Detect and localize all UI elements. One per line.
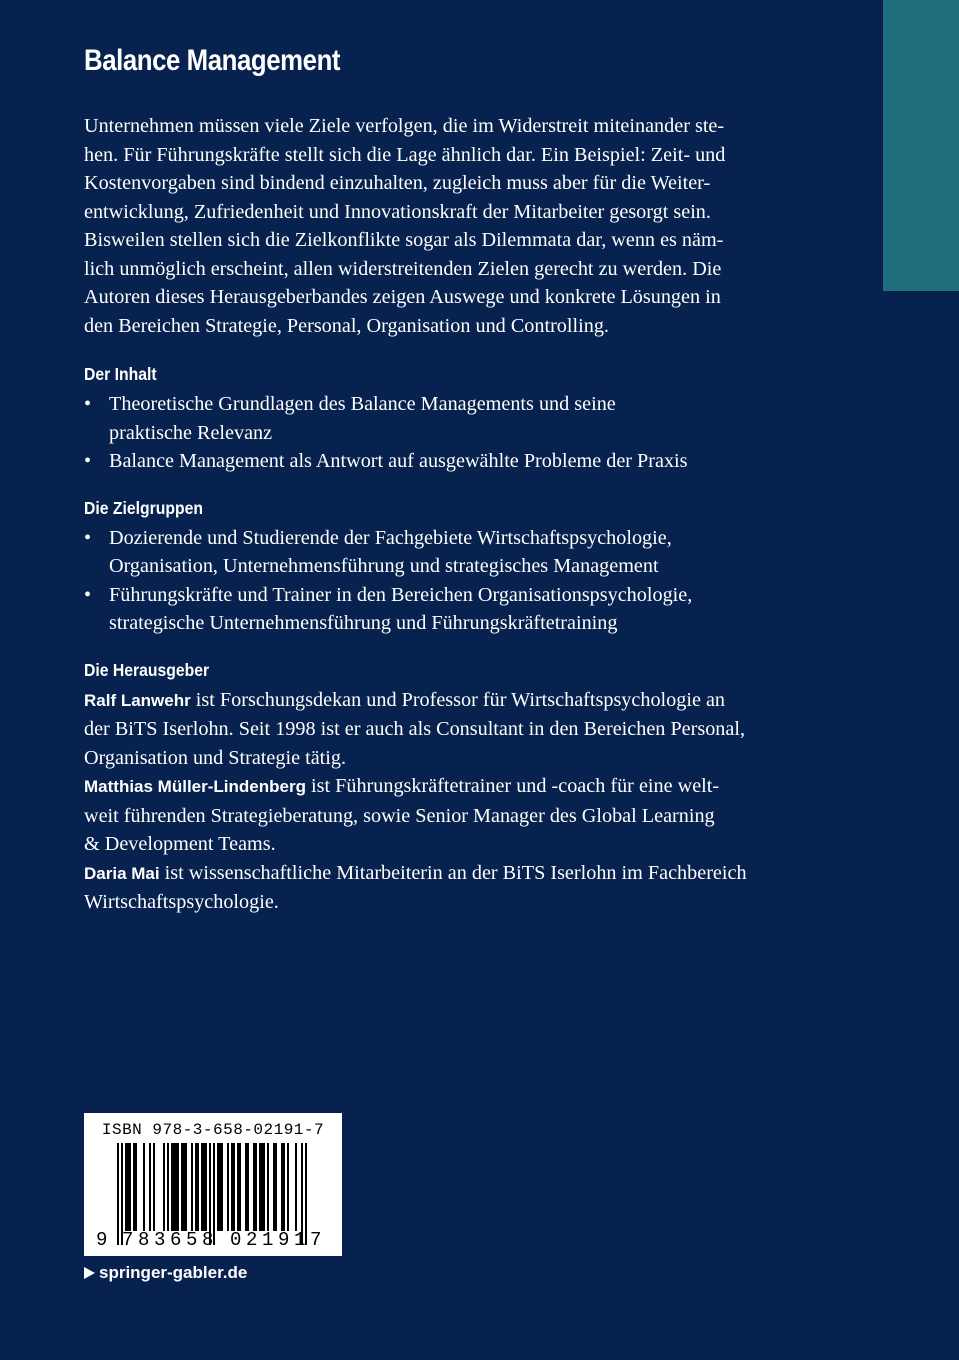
barcode-bar: [175, 1143, 177, 1231]
barcode-bar: [129, 1143, 131, 1231]
intro-line: lich unmöglich erscheint, allen widerstreitenden Zielen gerecht zu werden. Die: [84, 257, 722, 280]
barcode-bar: [201, 1143, 203, 1231]
barcode-bar: [237, 1143, 239, 1231]
barcode-bar: [219, 1143, 221, 1231]
editor-bio-line: der BiTS Iserlohn. Seit 1998 ist er auch als Consultant in den Bereichen Personal,: [84, 718, 746, 740]
zielgruppen-list: [84, 524, 804, 638]
ean-digit: 9: [96, 1229, 108, 1251]
editor-bio: [84, 772, 804, 859]
barcode-bar: [173, 1143, 175, 1231]
editor-bio: [84, 686, 804, 773]
editor-bio-line: ist Führungskräftetrainer und -coach für eine welt-: [305, 775, 720, 797]
intro-paragraph: [84, 112, 804, 340]
ean-digit: 9: [278, 1229, 290, 1251]
barcode-bar: [217, 1143, 219, 1231]
barcode-bar: [167, 1143, 169, 1231]
intro-line: entwicklung, Zufriedenheit und Innovationskraft der Mitarbeiter gesorgt sein.: [84, 200, 711, 223]
ean-digits: [84, 1229, 342, 1253]
barcode-bar: [261, 1143, 263, 1231]
ean-digit: 7: [122, 1229, 134, 1251]
editor-name: Matthias Müller-Lindenberg: [84, 777, 306, 796]
editor-bio-line: & Development Teams.: [84, 833, 276, 855]
barcode-bar: [153, 1143, 155, 1231]
barcode-bar: [287, 1143, 289, 1231]
list-item-line: strategische Unternehmensführung und Führungskräftetraining: [109, 612, 618, 634]
ean-digit: 2: [246, 1229, 258, 1251]
ean-digit: 3: [154, 1229, 166, 1251]
bullet-icon: •: [84, 393, 92, 415]
barcode-bar: [275, 1143, 277, 1231]
list-item-line: Balance Management als Antwort auf ausgewählte Probleme der Praxis: [109, 450, 688, 472]
barcode-bar: [163, 1143, 165, 1231]
accent-tab: [883, 0, 959, 291]
editor-bio-line: weit führenden Strategieberatung, sowie Senior Manager des Global Learning: [84, 804, 715, 827]
barcode-bar: [127, 1143, 129, 1231]
barcode-bar: [195, 1143, 197, 1231]
list-item: [84, 447, 804, 476]
barcode-bar: [171, 1143, 173, 1231]
barcode-bar: [221, 1143, 223, 1231]
editor-bio-line: Wirtschaftspsychologie.: [84, 891, 279, 913]
ean-digit: 1: [262, 1229, 274, 1251]
barcode-bar: [263, 1143, 265, 1231]
list-item: [84, 524, 804, 581]
list-item: [84, 390, 804, 447]
ean-digit: 8: [202, 1229, 214, 1251]
bullet-icon: •: [84, 583, 92, 606]
intro-line: Unternehmen müssen viele Ziele verfolgen, die im Widerstreit miteinander ste-: [84, 115, 725, 137]
editor-name: Ralf Lanwehr: [84, 690, 191, 710]
barcode-bar: [191, 1143, 193, 1231]
list-item: [84, 581, 804, 638]
barcode-bar: [273, 1143, 275, 1231]
barcode-bar: [125, 1143, 127, 1231]
ean-digit: 0: [230, 1229, 242, 1251]
bullet-icon: •: [84, 450, 92, 472]
ean-digit: 6: [170, 1229, 182, 1251]
bullet-icon: •: [84, 526, 92, 549]
barcode-bar: [143, 1143, 145, 1231]
arrow-right-icon: [84, 1267, 95, 1279]
editor-bio: [84, 859, 804, 917]
list-item-line: Theoretische Grundlagen des Balance Managements und seine: [109, 393, 616, 415]
editor-bio-line: ist wissenschaftliche Mitarbeiterin an der BiTS Iserlohn im Fachbereich: [159, 861, 747, 884]
list-item-line: Führungskräfte und Trainer in den Bereichen Organisationspsychologie,: [109, 583, 693, 606]
barcode-bar: [245, 1143, 247, 1231]
barcode-bar: [247, 1143, 249, 1231]
barcode-bar: [283, 1143, 285, 1231]
isbn-barcode: [84, 1113, 342, 1256]
barcode-bar: [177, 1143, 179, 1231]
barcode-bar: [181, 1143, 183, 1231]
barcode-bar: [255, 1143, 257, 1231]
ean-digit: 8: [138, 1229, 150, 1251]
intro-line: den Bereichen Strategie, Personal, Organisation und Controlling.: [84, 314, 609, 337]
barcode-bar: [183, 1143, 185, 1231]
list-item-line: Organisation, Unternehmensführung und strategisches Management: [109, 555, 659, 577]
intro-line: Autoren dieses Herausgeberbandes zeigen Auswege und konkrete Lösungen in: [84, 286, 721, 308]
ean-digit: 7: [310, 1229, 322, 1251]
barcode-bar: [185, 1143, 187, 1231]
editor-name: Daria Mai: [84, 863, 160, 883]
ean-digit: 1: [294, 1229, 306, 1251]
book-title: Balance Management: [84, 44, 341, 77]
barcode-bar: [203, 1143, 205, 1231]
barcode-bar: [253, 1143, 255, 1231]
inhalt-heading: Der Inhalt: [84, 364, 157, 384]
barcode-bar: [239, 1143, 241, 1231]
publisher-url: springer-gabler.de: [99, 1263, 248, 1282]
barcode-bar: [149, 1143, 151, 1231]
intro-line: Kostenvorgaben sind bindend einzuhalten, zugleich muss aber für die Weiter-: [84, 172, 711, 194]
barcode-bar: [295, 1143, 297, 1231]
zielgruppen-heading: Die Zielgruppen: [84, 497, 204, 518]
list-item-line: praktische Relevanz: [109, 421, 273, 444]
ean-digit: 5: [186, 1229, 198, 1251]
editor-bio-line: ist Forschungsdekan und Professor für Wirtschaftspsychologie an: [190, 688, 726, 711]
isbn-label: ISBN 978-3-658-02191-7: [101, 1121, 325, 1139]
barcode-bar: [197, 1143, 199, 1231]
intro-line: Bisweilen stellen sich die Zielkonflikte sogar als Dilemmata dar, wenn es näm-: [84, 229, 724, 251]
barcode-bar: [133, 1143, 135, 1231]
intro-line: hen. Für Führungskräfte stellt sich die Lage ähnlich dar. Ein Beispiel: Zeit- und: [84, 143, 726, 166]
herausgeber-heading: Die Herausgeber: [84, 659, 210, 680]
inhalt-list: [84, 390, 804, 476]
publisher-link[interactable]: [84, 1263, 247, 1283]
barcode-bar: [135, 1143, 137, 1231]
editor-bio-line: Organisation und Strategie tätig.: [84, 746, 347, 769]
barcode-bar: [267, 1143, 269, 1231]
barcode-bar: [281, 1143, 283, 1231]
barcode-bar: [259, 1143, 261, 1231]
barcode-bar: [231, 1143, 233, 1231]
barcode-bar: [233, 1143, 235, 1231]
back-cover-text: [84, 112, 804, 917]
barcode-bar: [205, 1143, 207, 1231]
barcode-bar: [227, 1143, 229, 1231]
list-item-line: Dozierende und Studierende der Fachgebiete Wirtschaftspsychologie,: [109, 526, 672, 549]
